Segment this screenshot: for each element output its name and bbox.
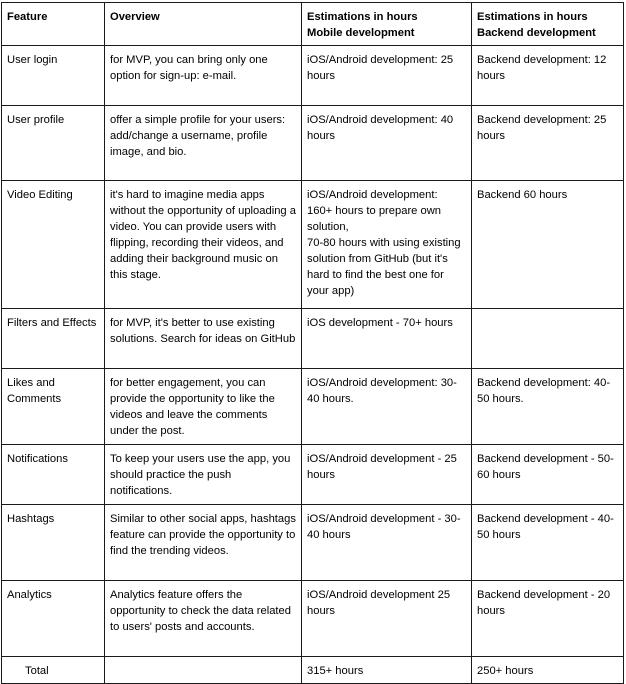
feature-cell: User profile [2, 106, 105, 181]
feature-cell: Notifications [2, 445, 105, 505]
mobile-estimate-cell: iOS/Android development: 40 hours [302, 106, 472, 181]
mobile-estimate-cell: iOS/Android development: 30-40 hours. [302, 369, 472, 445]
header-mobile-line1: Estimations in hours [307, 11, 418, 23]
table-header-row [2, 3, 624, 46]
table-row-total [2, 657, 624, 684]
feature-cell: Filters and Effects [2, 309, 105, 369]
table-row-user-profile [2, 106, 624, 181]
header-overview-label: Overview [110, 11, 160, 23]
table-row-filters-effects [2, 309, 624, 369]
table-row-notifications [2, 445, 624, 505]
estimates-table [1, 2, 624, 684]
mobile-estimate-line: iOS/Android development: [307, 189, 438, 201]
overview-cell: Similar to other social apps, hashtags feature can provide the opportunity to find the trending videos. [105, 505, 302, 581]
total-label-cell: Total [2, 657, 105, 684]
total-backend-cell: 250+ hours [472, 657, 624, 684]
backend-estimate-cell: Backend development: 40-50 hours. [472, 369, 624, 445]
overview-cell: for MVP, it's better to use existing solutions. Search for ideas on GitHub [105, 309, 302, 369]
table-row-likes-comments [2, 369, 624, 445]
overview-cell: To keep your users use the app, you should practice the push notifications. [105, 445, 302, 505]
mobile-estimate-cell: iOS development - 70+ hours [302, 309, 472, 369]
table-row-user-login [2, 46, 624, 106]
backend-estimate-cell: Backend development: 25 hours [472, 106, 624, 181]
overview-cell: for better engagement, you can provide the opportunity to like the videos and leave the comments under the post. [105, 369, 302, 445]
backend-estimate-cell: Backend development - 20 hours [472, 581, 624, 657]
feature-cell: Hashtags [2, 505, 105, 581]
overview-cell: offer a simple profile for your users: add/change a username, profile image, and bio. [105, 106, 302, 181]
header-backend-estimate [472, 3, 624, 46]
backend-estimate-cell: Backend 60 hours [472, 181, 624, 309]
table-row-hashtags [2, 505, 624, 581]
header-overview [105, 3, 302, 46]
mobile-estimate-line: 70-80 hours with using existing solution from GitHub (but it's hard to find the best one for your app) [307, 237, 461, 297]
mobile-estimate-cell: iOS/Android development: 25 hours [302, 46, 472, 106]
mobile-estimate-cell: iOS/Android development - 30-40 hours [302, 505, 472, 581]
overview-cell: it's hard to imagine media apps without the opportunity of uploading a video. You can provide users with flipping, recording their videos, and adding their background music on this stage. [105, 181, 302, 309]
header-feature-label: Feature [7, 11, 48, 23]
total-overview-cell [105, 657, 302, 684]
feature-cell: User login [2, 46, 105, 106]
backend-estimate-cell [472, 309, 624, 369]
mobile-estimate-line: 160+ hours to prepare own solution, [307, 205, 442, 233]
feature-cell: Video Editing [2, 181, 105, 309]
mobile-estimate-cell: iOS/Android development - 25 hours [302, 445, 472, 505]
header-backend-line1: Estimations in hours [477, 11, 588, 23]
mobile-estimate-cell: iOS/Android development 25 hours [302, 581, 472, 657]
header-mobile-estimate [302, 3, 472, 46]
feature-cell: Likes and Comments [2, 369, 105, 445]
header-backend-line2: Backend development [477, 27, 596, 39]
total-mobile-cell: 315+ hours [302, 657, 472, 684]
backend-estimate-cell: Backend development - 40-50 hours [472, 505, 624, 581]
table-row-video-editing [2, 181, 624, 309]
header-feature [2, 3, 105, 46]
mobile-estimate-cell [302, 181, 472, 309]
overview-cell: Analytics feature offers the opportunity to check the data related to users' posts and accounts. [105, 581, 302, 657]
backend-estimate-cell: Backend development - 50-60 hours [472, 445, 624, 505]
backend-estimate-cell: Backend development: 12 hours [472, 46, 624, 106]
overview-cell: for MVP, you can bring only one option for sign-up: e-mail. [105, 46, 302, 106]
feature-cell: Analytics [2, 581, 105, 657]
header-mobile-line2: Mobile development [307, 27, 415, 39]
table-row-analytics [2, 581, 624, 657]
